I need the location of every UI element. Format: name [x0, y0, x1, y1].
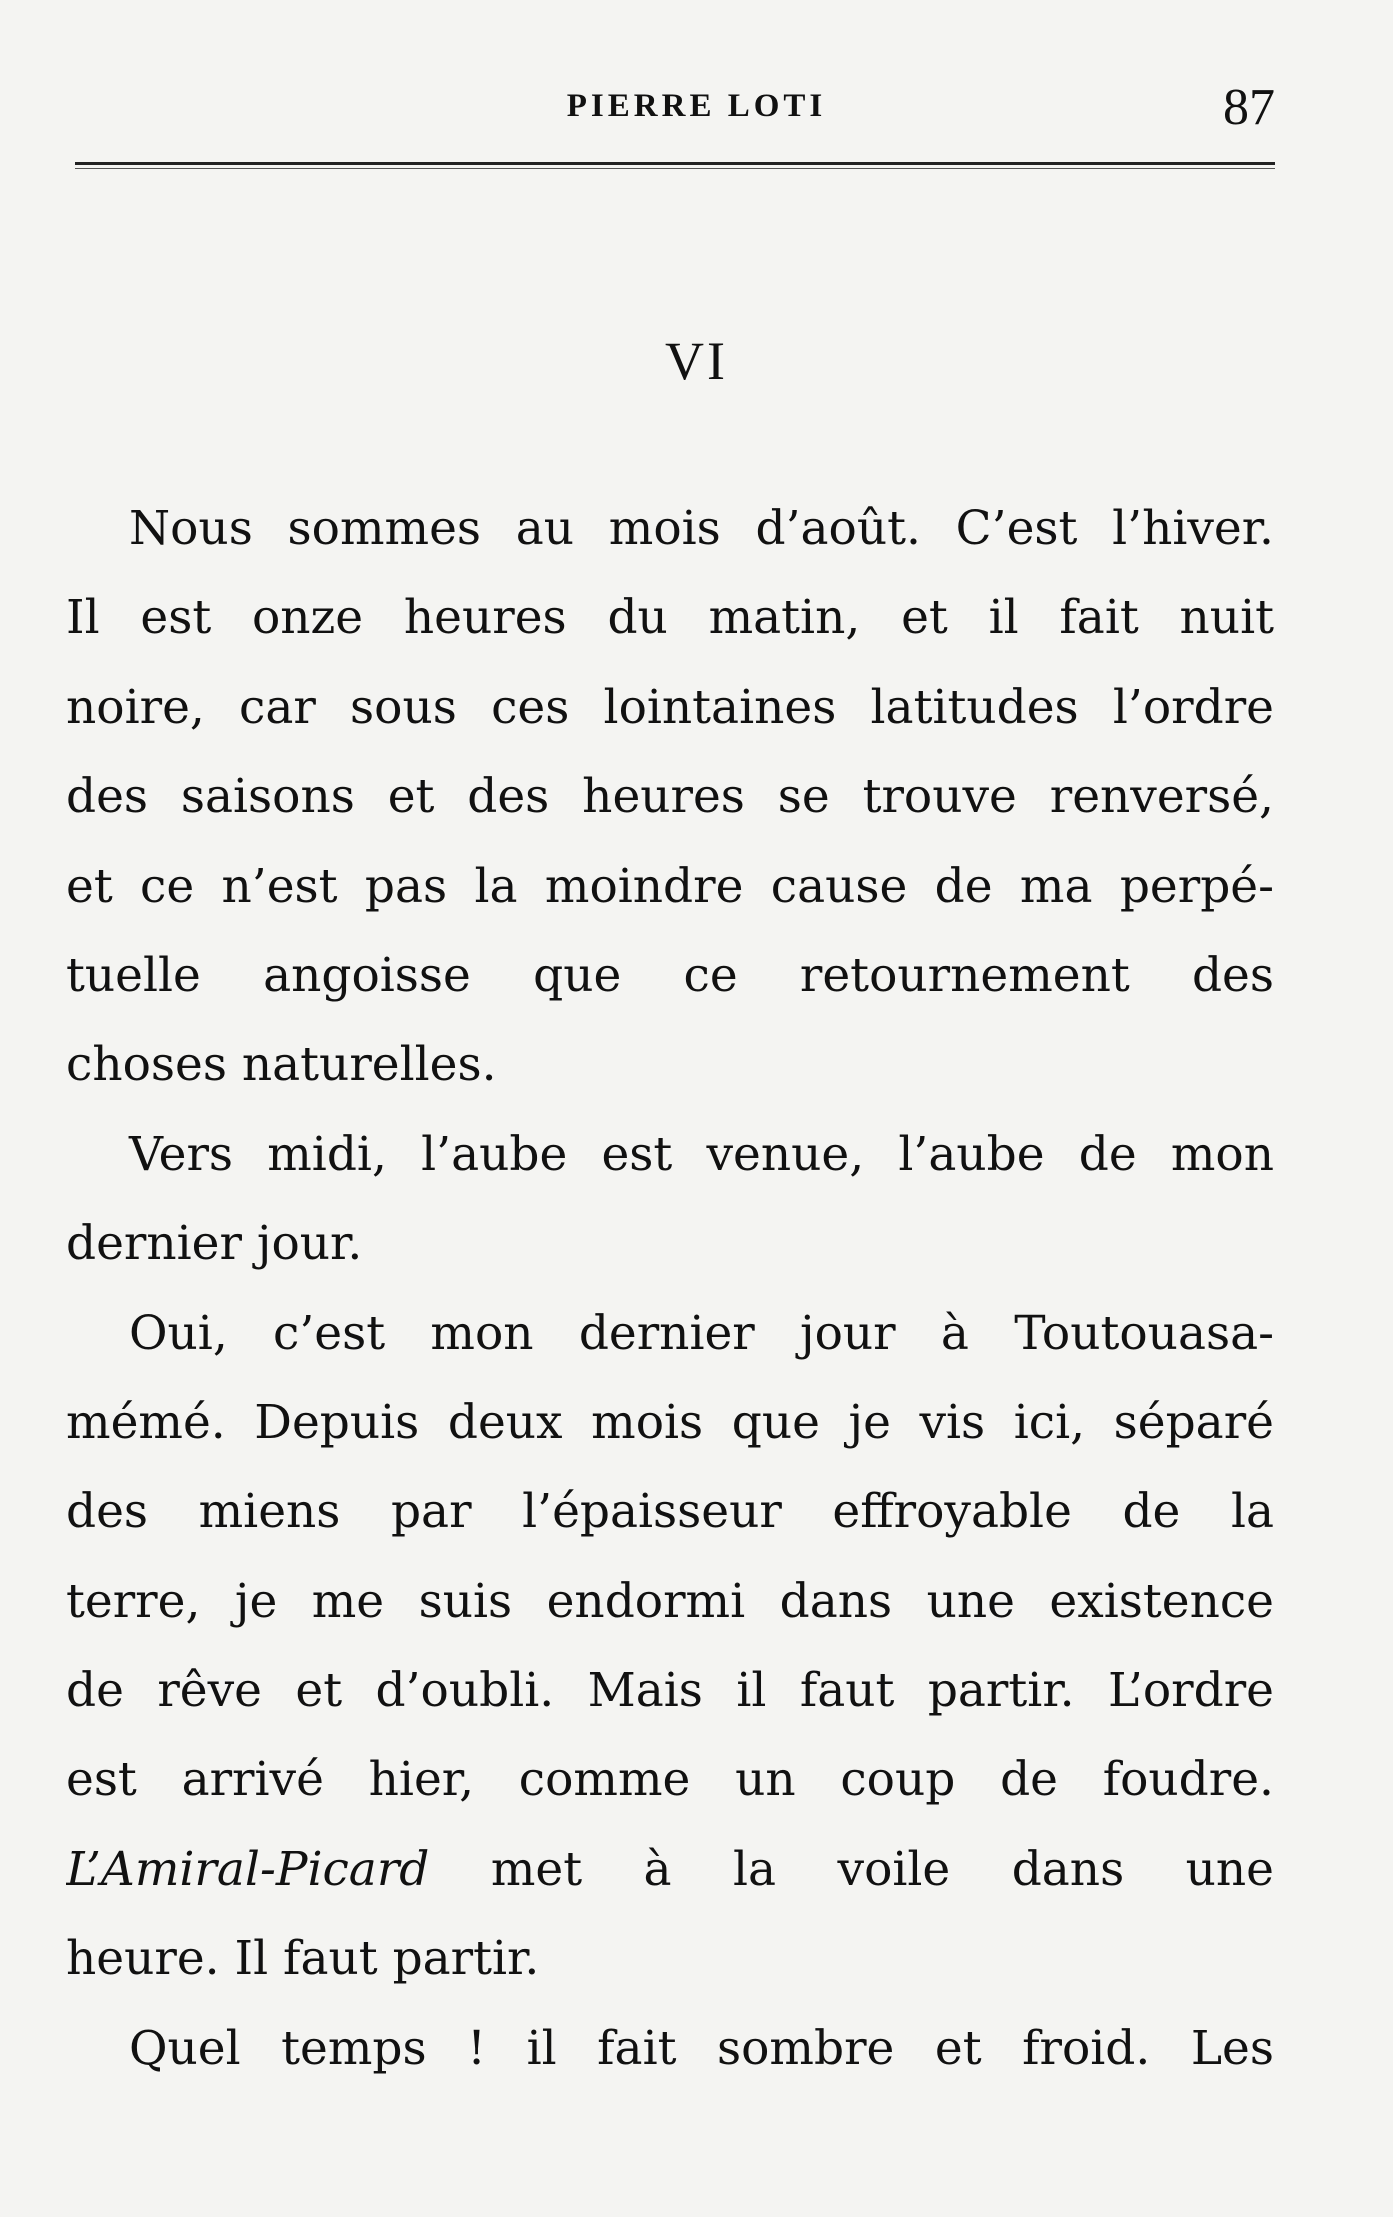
- text-line: [66, 1646, 1274, 1735]
- text-line-content: tuelle angoisse que ce retournement des: [66, 947, 1274, 1003]
- running-head-author: PIERRE LOTI: [566, 88, 827, 124]
- text-line-content: et ce n’est pas la moindre cause de ma perpé-: [66, 858, 1274, 914]
- text-line: [66, 1199, 1274, 1288]
- text-line: [66, 573, 1274, 662]
- text-line-content: des saisons et des heures se trouve renversé,: [66, 769, 1274, 825]
- text-line-content: noire, car sous ces lointaines latitudes l’ordre: [66, 679, 1274, 735]
- text-line-content: Il est onze heures du matin, et il fait nuit: [66, 590, 1274, 646]
- text-line-content: dernier jour.: [66, 1216, 363, 1272]
- text-line: [66, 484, 1274, 573]
- text-line-content: terre, je me suis endormi dans une existence: [66, 1573, 1274, 1629]
- text-line: [66, 1378, 1274, 1467]
- page-number: 87: [1223, 79, 1275, 136]
- text-line-content: met à la voile dans une: [429, 1841, 1274, 1897]
- text-line-content: des miens par l’épaisseur effroyable de la: [66, 1484, 1274, 1540]
- header-rule: [75, 162, 1275, 165]
- text-line-content: mémé. Depuis deux mois que je vis ici, séparé: [66, 1394, 1274, 1450]
- chapter-heading: VI: [665, 331, 728, 391]
- text-line: [66, 1020, 1274, 1109]
- text-line: [66, 1914, 1274, 2003]
- text-line: [66, 2004, 1274, 2093]
- text-line: [66, 663, 1274, 752]
- text-line: [66, 1467, 1274, 1556]
- text-line-content: Nous sommes au mois d’août. C’est l’hiver.: [129, 501, 1274, 556]
- body-text: [66, 484, 1274, 2093]
- text-line-content: Vers midi, l’aube est venue, l’aube de mon: [129, 1126, 1274, 1182]
- text-line: [66, 1110, 1274, 1199]
- text-line: [66, 1289, 1274, 1378]
- text-line: [66, 1825, 1274, 1914]
- text-line-content: Quel temps ! il fait sombre et froid. Les: [129, 2020, 1274, 2076]
- text-line-content: Oui, c’est mon dernier jour à Toutouasa-: [129, 1305, 1274, 1361]
- ship-name: L’Amiral-Picard: [66, 1841, 430, 1897]
- text-line-content: choses naturelles.: [66, 1037, 497, 1093]
- text-line: [66, 842, 1274, 931]
- text-line-content: est arrivé hier, comme un coup de foudre.: [66, 1752, 1274, 1808]
- text-line-content: heure. Il faut partir.: [66, 1931, 540, 1987]
- text-line-content: de rêve et d’oubli. Mais il faut partir. L’ordre: [66, 1663, 1274, 1719]
- header-rule-thin: [75, 168, 1275, 169]
- text-line: [66, 1557, 1274, 1646]
- text-line: [66, 752, 1274, 841]
- text-line: [66, 931, 1274, 1020]
- text-line: [66, 1735, 1274, 1824]
